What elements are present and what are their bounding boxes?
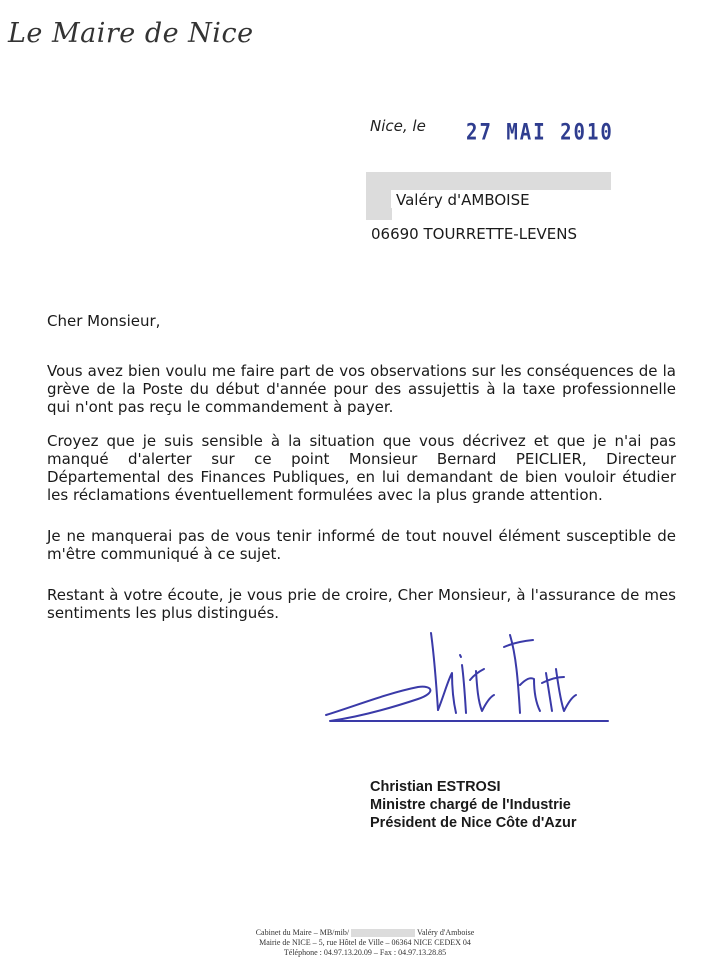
body-paragraph: Je ne manquerai pas de vous tenir informé de tout nouvel élément susceptible de m'être communiqué à ce sujet. (47, 527, 676, 563)
footer (200, 928, 530, 958)
redacted-block (366, 190, 391, 208)
date-label: Nice, le (370, 117, 426, 135)
redacted-block (366, 208, 392, 220)
signatory-title: Ministre chargé de l'Industrie (370, 797, 571, 813)
letterhead: Le Maire de Nice (8, 18, 254, 49)
footer-phone: Téléphone : 04.97.13.20.09 – Fax : 04.97.13.28.85 (283, 948, 447, 957)
recipient-city: 06690 TOURRETTE-LEVENS (371, 225, 578, 243)
redacted-block (366, 172, 611, 190)
footer-reference: Cabinet du Maire – MB/mib/ (255, 928, 350, 937)
signatory-title: Président de Nice Côte d'Azur (370, 815, 577, 831)
footer-address: Mairie de NICE – 5, rue Hôtel de Ville – 06364 NICE CEDEX 04 (259, 938, 471, 947)
greeting: Cher Monsieur, (47, 312, 161, 330)
body-paragraph: Vous avez bien voulu me faire part de vos observations sur les conséquences de la grève de la Poste du début d'année pour des assujettis à la taxe professionnelle qui n'ont pas reçu le commandement à payer. (47, 362, 676, 416)
handwritten-signature (318, 625, 618, 725)
body-paragraph: Croyez que je suis sensible à la situation que vous décrivez et que je n'ai pas manqué d'alerter sur ce point Monsieur Bernard PEICLIER, Directeur Départemental des Finances Publiques, en lui demandant de bien vouloir étudier les réclamations éventuellement formulées avec la plus grande attention. (47, 432, 676, 504)
signatory-name: Christian ESTROSI (370, 779, 501, 795)
date-stamp: 27 MAI 2010 (466, 120, 614, 146)
body-paragraph: Restant à votre écoute, je vous prie de croire, Cher Monsieur, à l'assurance de mes sentiments les plus distingués. (47, 586, 676, 622)
footer-line (200, 928, 530, 938)
redacted-block (351, 929, 415, 937)
footer-recipient: Valéry d'Amboise (417, 928, 475, 937)
signature-block (370, 778, 577, 832)
recipient-name: Valéry d'AMBOISE (396, 191, 530, 209)
